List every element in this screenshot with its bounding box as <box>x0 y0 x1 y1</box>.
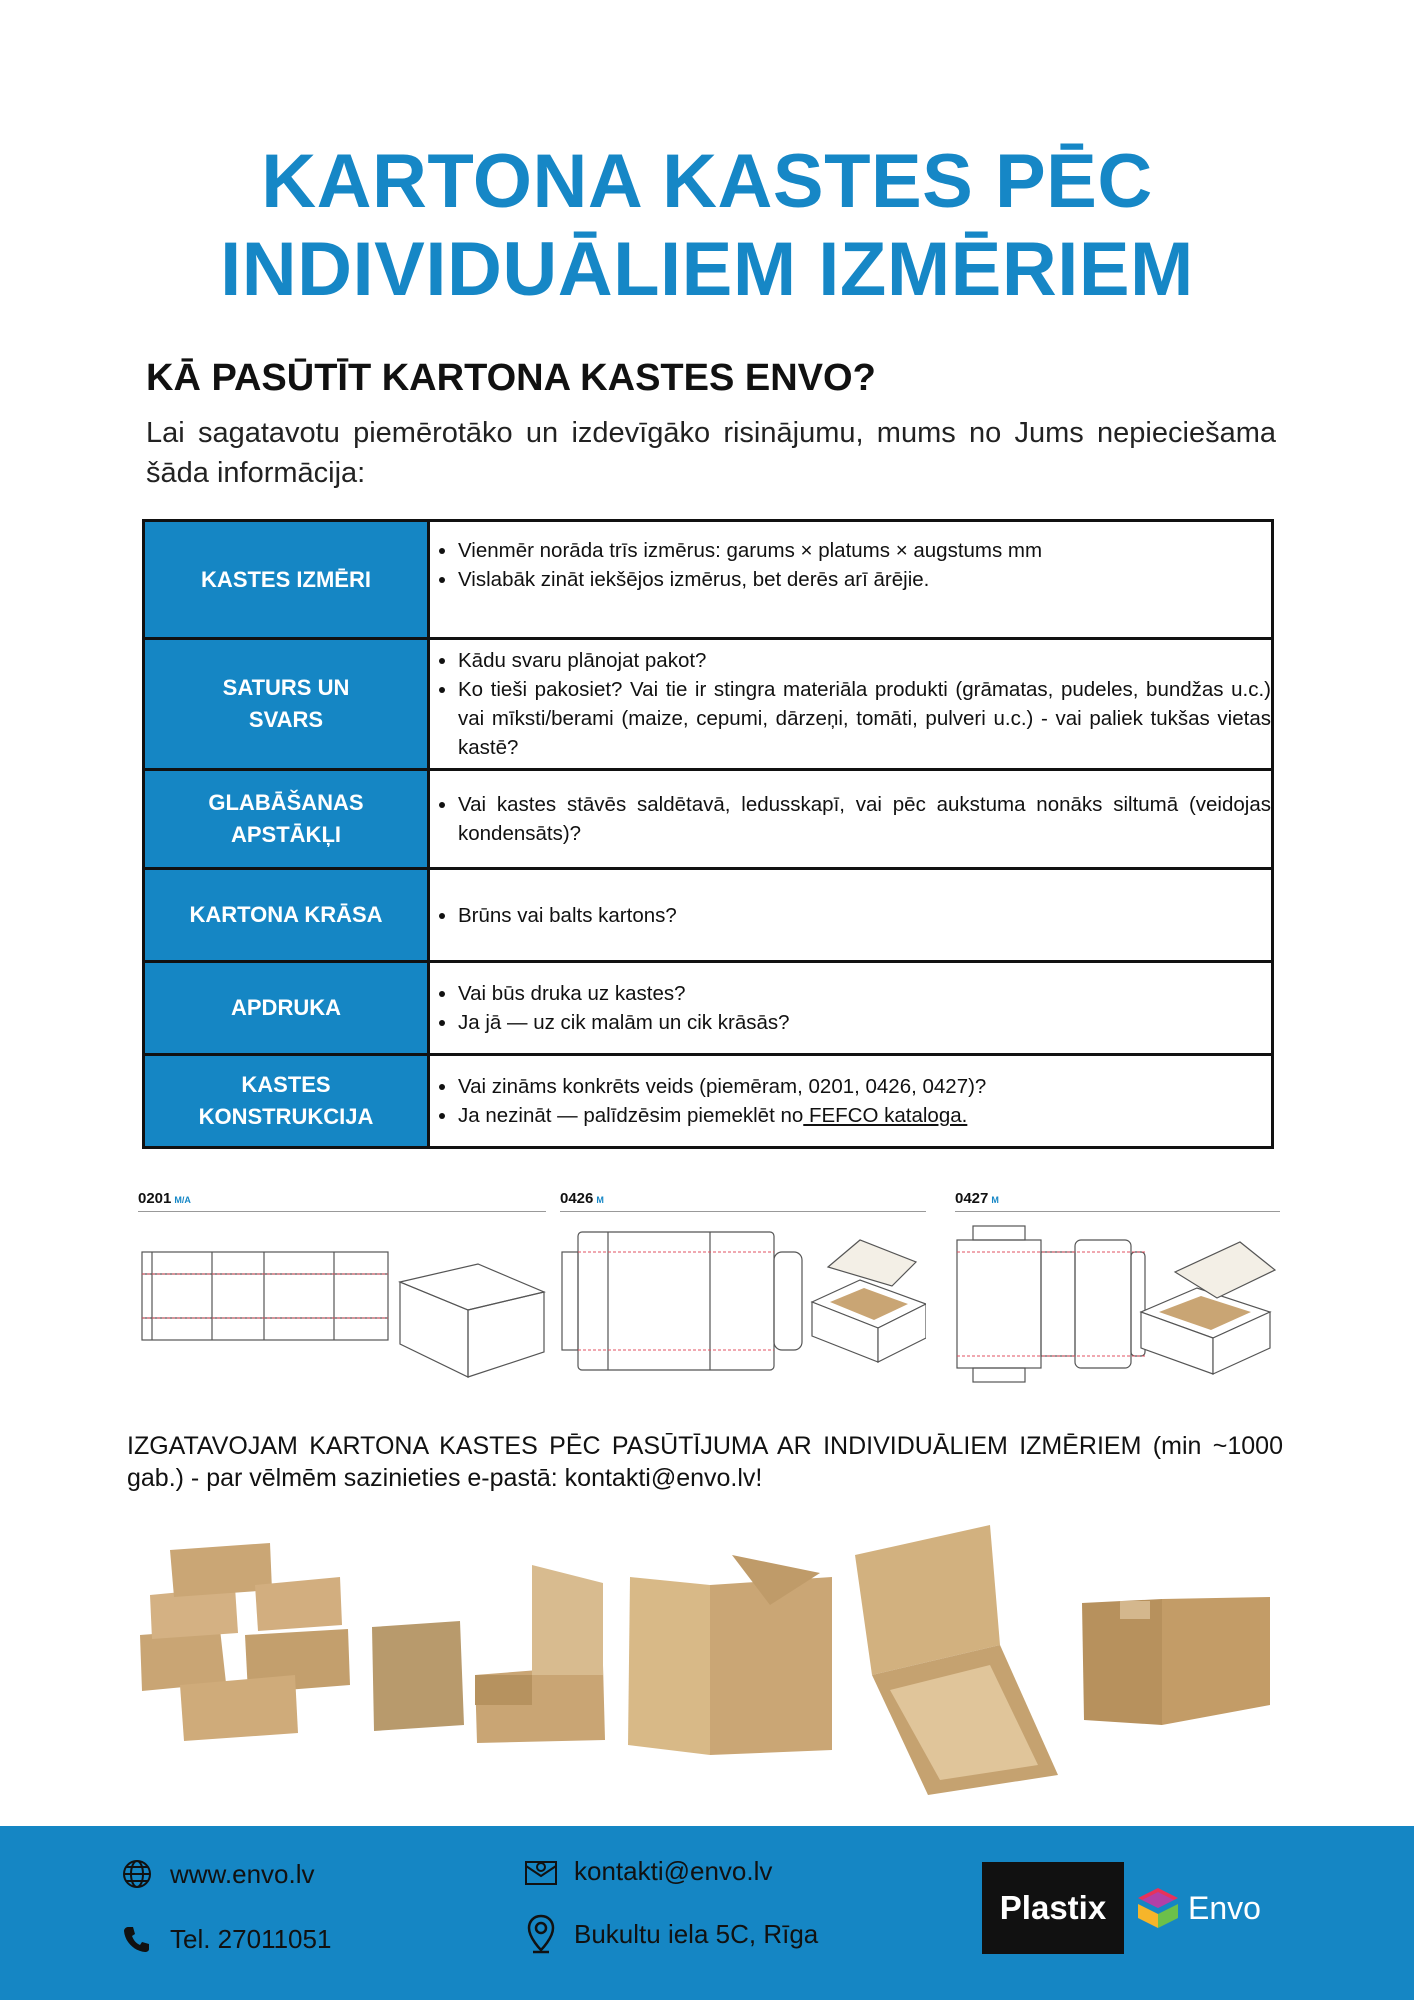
custom-order-note: IZGATAVOJAM KARTONA KASTES PĒC PASŪTĪJUMA AR INDIVIDUĀLIEM IZMĒRIEM (min ~1000 gab.) - par vēlmēm sazinieties e-pastā: kontakti@envo.lv! <box>127 1432 1283 1492</box>
open-mailer-box-image <box>475 1565 605 1743</box>
diagram-header <box>138 1190 546 1212</box>
footer-address <box>522 1915 818 1953</box>
diagram-code: 0427 <box>955 1190 989 1207</box>
row-label <box>144 770 429 869</box>
box-diagram-0201 <box>138 1190 546 1392</box>
table-row <box>144 962 1273 1055</box>
requirements-table <box>142 519 1274 1149</box>
phone-text: Tel. 27011051 <box>170 1923 332 1954</box>
list-item: • Vai zināms konkrēts veids (piemēram, 0201, 0426, 0427)? <box>458 1072 1271 1101</box>
table-row <box>144 1055 1273 1148</box>
stacked-boxes-image <box>140 1543 350 1741</box>
envo-logo-icon <box>1134 1884 1182 1932</box>
section-heading: KĀ PASŪTĪT KARTONA KASTES ENVO? <box>146 357 876 399</box>
fefco-catalog-link[interactable]: FEFCO kataloga. <box>803 1104 968 1127</box>
page-title <box>0 138 1414 314</box>
product-photos <box>120 1525 1290 1795</box>
row-label-text: KASTES KONSTRUKCIJA <box>198 1072 374 1129</box>
envo-logo-text: Envo <box>1188 1889 1261 1926</box>
row-label: KASTES IZMĒRI <box>144 521 429 639</box>
email-text: kontakti@envo.lv <box>574 1855 773 1886</box>
plastix-logo: Plastix <box>982 1862 1124 1954</box>
website-text: www.envo.lv <box>170 1858 315 1889</box>
row-description <box>429 521 1273 639</box>
intro-paragraph: Lai sagatavotu piemērotāko un izdevīgāko risinājumu, mums no Jums nepieciešama šāda informācija: <box>146 417 1276 489</box>
diagram-header <box>955 1190 1280 1212</box>
list-item: • Vai kastes stāvēs saldētavā, ledusskapī, vai pēc aukstuma nonāks siltumā (veidojas kondensāts)? <box>458 790 1271 848</box>
list-item-text: Ja nezināt — palīdzēsim piemeklēt no <box>458 1104 804 1127</box>
box-diagram-0426 <box>560 1190 926 1392</box>
box-0427-drawing <box>955 1212 1280 1387</box>
diagram-code: 0201 <box>138 1190 172 1207</box>
list-item: • Brūns vai balts kartons? <box>458 901 1271 930</box>
table-row <box>144 521 1273 639</box>
diagram-suffix: M <box>991 1195 999 1205</box>
table-row <box>144 869 1273 962</box>
footer-email[interactable] <box>522 1852 772 1890</box>
footer-website[interactable] <box>118 1855 315 1893</box>
row-label-text: SATURS UN SVARS <box>222 675 350 732</box>
table-row <box>144 639 1273 770</box>
list-item: • Vienmēr norāda trīs izmērus: garums × platums × augstums mm <box>458 536 1271 565</box>
row-description <box>429 962 1273 1055</box>
title-line-1: KARTONA KASTES PĒC <box>261 139 1153 224</box>
list-item: • Vislabāk zināt iekšējos izmērus, bet derēs arī ārējie. <box>458 565 1271 594</box>
box-diagram-0427 <box>955 1190 1280 1392</box>
list-item: • Ko tieši pakosiet? Vai tie ir stingra materiāla produkti (grāmatas, pudeles, bundžas u.c.) vai mīksti/berami (maize, cepumi, dārzeņi, tomāti, pulveri u.c.) - vai paliek tukšas vietas kastē? <box>458 675 1271 762</box>
row-description <box>429 639 1273 770</box>
row-label <box>144 639 429 770</box>
square-panel-image <box>372 1621 464 1731</box>
envelope-icon <box>522 1852 560 1890</box>
list-item: • Vai būs druka uz kastes? <box>458 979 1271 1008</box>
list-item <box>458 1101 1271 1130</box>
closed-box-image <box>1082 1597 1270 1725</box>
list-item: • Ja jā — uz cik malām un cik krāsās? <box>458 1008 1271 1037</box>
row-label <box>144 1055 429 1148</box>
location-pin-icon <box>522 1915 560 1953</box>
open-lid-box-image <box>855 1525 1058 1795</box>
table-row <box>144 770 1273 869</box>
row-label: KARTONA KRĀSA <box>144 869 429 962</box>
phone-icon <box>118 1920 156 1958</box>
box-0426-drawing <box>560 1212 926 1387</box>
footer-phone[interactable] <box>118 1920 331 1958</box>
title-line-2: INDIVIDUĀLIEM IZMĒRIEM <box>220 227 1194 312</box>
envo-logo <box>1124 1862 1270 1954</box>
row-description <box>429 770 1273 869</box>
diagram-code: 0426 <box>560 1190 594 1207</box>
row-label-text: GLABĀŠANAS APSTĀKĻI <box>208 790 364 847</box>
globe-icon <box>118 1855 156 1893</box>
address-text: Bukultu iela 5C, Rīga <box>574 1918 819 1949</box>
row-description <box>429 1055 1273 1148</box>
diagram-suffix: M <box>596 1195 604 1205</box>
row-description <box>429 869 1273 962</box>
box-0201-drawing <box>138 1212 546 1387</box>
diagram-suffix: M/A <box>174 1195 191 1205</box>
open-flap-box-image <box>628 1555 832 1755</box>
diagram-header <box>560 1190 926 1212</box>
row-label: APDRUKA <box>144 962 429 1055</box>
list-item: • Kādu svaru plānojat pakot? <box>458 646 1271 675</box>
